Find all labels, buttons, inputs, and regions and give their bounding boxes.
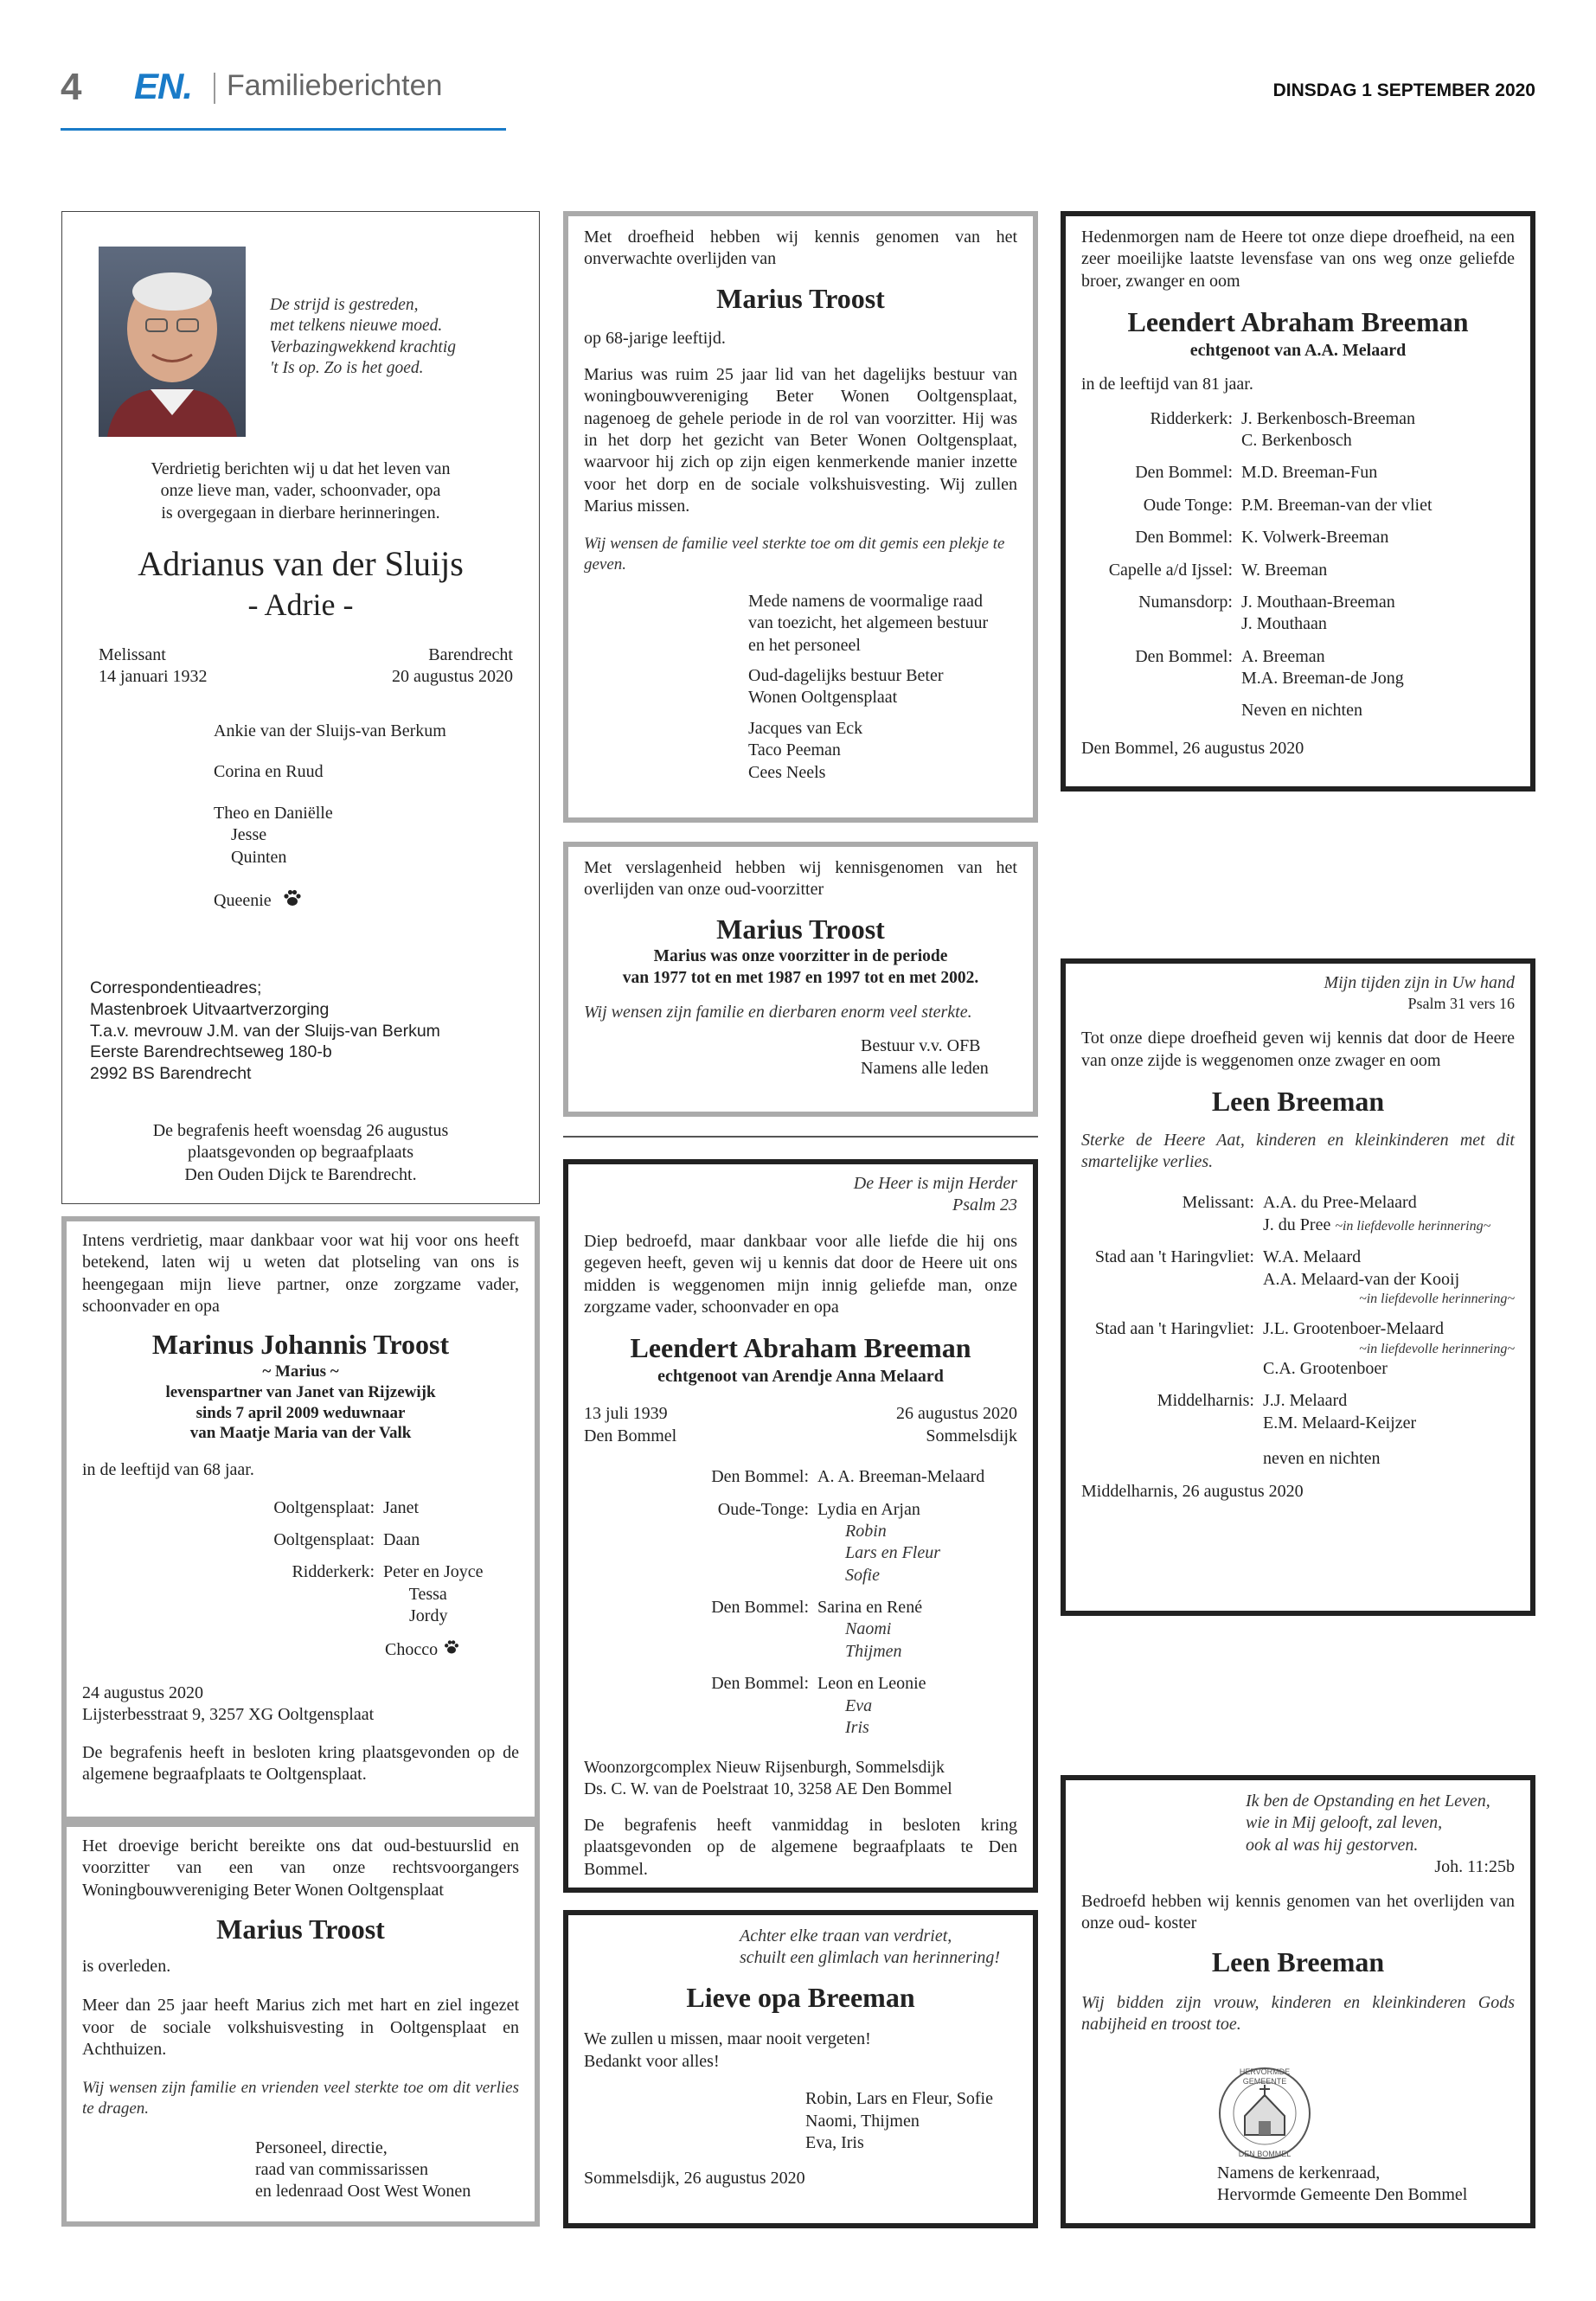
family-place: Numansdorp: [1138, 592, 1233, 612]
memorial-note: ~in liefdevolle herinnering~ [1359, 1341, 1515, 1356]
intro-text: Tot onze diepe droefheid geven wij kennis dat door de Heere van onze zijde is weggenomen onze zwager en oom [1081, 1029, 1515, 1070]
funeral-text: De begrafenis heeft vanmiddag in besloten kring plaatsgevonden op de algemene begraafplaats te Den Bommel. [584, 1815, 1017, 1879]
death-place: Barendrecht [428, 645, 513, 664]
family-row [584, 1499, 1017, 1587]
family-place: Den Bommel: [711, 1674, 809, 1694]
header-rule [61, 128, 506, 131]
deceased-details: echtgenoot van Arendje Anna Melaard [657, 1366, 944, 1386]
greeting-title: Lieve opa Breeman [686, 1981, 915, 2013]
family-list [1081, 408, 1515, 722]
family-row [1081, 700, 1515, 721]
wish-text: Wij bidden zijn vrouw, kinderen en kleinkinderen Gods nabijheid en troost toe. [1081, 1992, 1515, 2035]
family-place: Den Bommel: [1135, 528, 1233, 548]
family-place: Den Bommel: [711, 1598, 809, 1618]
family-member: Theo en Daniëlle Jesse Quinten [214, 803, 333, 867]
correspondence-address: Correspondentieadres; Mastenbroek Uitvaartverzorging T.a.v. mevrouw J.M. van der Sluijs-van Berkum Eerste Barendrechtseweg 180-b 2992 BS Barendrecht [90, 978, 440, 1083]
pet-name: Queenie [214, 890, 272, 910]
deceased-details: ~ Marius ~ levenspartner van Janet van Rijzewijk sinds 7 april 2009 weduwnaar van Maatje Maria van der Valk [165, 1362, 436, 1443]
family-place: Ooltgensplaat: [273, 1529, 375, 1549]
family-place: Oude-Tonge: [717, 1499, 809, 1519]
signature: Personeel, directie, raad van commissarissen en ledenraad Oost West Wonen [255, 2138, 471, 2202]
family-names: A. Breeman M.A. Breeman-de Jong [1241, 646, 1404, 689]
status-text: is overleden. [82, 1956, 171, 1976]
notice-leen-breeman-church [1061, 1775, 1535, 2228]
portrait-photo [99, 247, 246, 437]
family-member: Corina en Ruud [214, 762, 324, 782]
deceased-name: Adrianus van der Sluijs [138, 544, 464, 583]
address: Woonzorgcomplex Nieuw Rijsenburgh, Sommelsdijk Ds. C. W. van de Poelstraat 10, 3258 AE Den Bommel [584, 1759, 952, 1799]
family-place: Den Bommel: [1135, 646, 1233, 666]
pet-name: Chocco [385, 1639, 439, 1659]
family-names: Neven en nichten [1241, 701, 1362, 721]
family-row [82, 1529, 519, 1551]
address: 24 augustus 2020 Lijsterbesstraat 9, 3257 XG Ooltgensplaat [82, 1682, 375, 1725]
deceased-name: Marius Troost [716, 282, 885, 314]
notice-lieve-opa-breeman [563, 1910, 1038, 2228]
notice-adrianus-van-der-sluijs [61, 211, 540, 1204]
family-place: Den Bommel: [1135, 463, 1233, 483]
birth-date: 13 juli 1939 [584, 1404, 668, 1424]
intro-text: Hedenmorgen nam de Heere tot onze diepe droefheid, na een zeer moeilijke laatste levensfase van ons weg onze geliefde broer, zwanger en oom [1081, 228, 1515, 291]
family-place: Oude Tonge: [1143, 495, 1233, 515]
notice-leendert-abraham-breeman-family [563, 1159, 1038, 1893]
page-number: 4 [61, 66, 82, 108]
family-row [584, 1597, 1017, 1663]
family-row [1081, 1390, 1515, 1434]
family-pet [214, 888, 446, 914]
verse: Mijn tijden zijn in Uw hand [1324, 973, 1515, 992]
birth-place: Melissant [99, 645, 166, 664]
family-names: Sarina en René [817, 1598, 923, 1618]
birth-date: 14 januari 1932 [99, 667, 208, 687]
place-date: Sommelsdijk, 26 augustus 2020 [584, 2169, 805, 2189]
seal-bottom: DEN BOMMEL [1238, 2149, 1292, 2158]
family-names: A. A. Breeman-Melaard [817, 1467, 985, 1487]
family-list [1081, 1192, 1515, 1434]
family-names: Janet [383, 1497, 420, 1517]
family-row [82, 1561, 519, 1627]
intro-text: Bedroefd hebben wij kennis genomen van het overlijden van onze oud- koster [1081, 1891, 1515, 1932]
family-place: Stad aan 't Haringvliet: [1094, 1247, 1254, 1267]
family-row [1081, 527, 1515, 548]
intro-text: Met verslagenheid hebben wij kennisgenomen van het overlijden van onze oud-voorzitter [584, 858, 1017, 900]
family-row [1081, 462, 1515, 484]
place-date: Den Bommel, 26 augustus 2020 [1081, 738, 1304, 758]
verse: Achter elke traan van verdriet, schuilt een glimlach van herinnering! [740, 1926, 1001, 1968]
seal-text: HERVORMDE GEMEENTE [1239, 2067, 1291, 2086]
family-list [584, 1466, 1017, 1739]
notice-marius-troost-oost-west-wonen [61, 1822, 540, 2227]
wish-text: Wij wensen de familie veel sterkte toe om dit gemis een plekje te geven. [584, 534, 1005, 574]
family-row [1081, 560, 1515, 581]
family-row [1081, 408, 1515, 452]
family-pet [385, 1638, 519, 1662]
death-info [392, 644, 513, 689]
family-names: P.M. Breeman-van der vliet [1241, 495, 1433, 515]
deceased-name: Leen Breeman [1211, 1086, 1385, 1118]
family-row [1081, 646, 1515, 690]
family-row [1081, 1192, 1515, 1236]
family-names: J. Mouthaan-Breeman J. Mouthaan [1241, 592, 1395, 634]
deceased-name: Marius Troost [216, 1913, 385, 1945]
family-place [1081, 700, 1241, 721]
family-names: M.D. Breeman-Fun [1241, 463, 1378, 483]
deceased-details: Marius was onze voorzitter in de periode van 1977 tot en met 1987 en 1997 tot en met 2002. [622, 947, 979, 988]
deceased-name: Marinus Johannis Troost [151, 1328, 450, 1360]
family-place: Capelle a/d Ijssel: [1108, 560, 1233, 580]
verse-reference: Joh. 11:25b [1434, 1857, 1515, 1877]
grandchildren: Eva Iris [845, 1695, 873, 1738]
place-date: Middelharnis, 26 augustus 2020 [1081, 1481, 1304, 1501]
birth-info [99, 644, 208, 689]
family-row [1081, 1318, 1515, 1380]
family-names: Leon en Leonie [817, 1674, 926, 1694]
verse-reference: Psalm 31 vers 16 [1407, 995, 1515, 1013]
wish-text: Wij wensen zijn familie en vrienden veel sterkte toe om dit verlies te dragen. [82, 2079, 519, 2118]
family-names: J.J. Melaard E.M. Melaard-Keijzer [1263, 1391, 1417, 1433]
family-place: Den Bommel: [711, 1467, 809, 1487]
family-names: J. Berkenbosch-Breeman C. Berkenbosch [1241, 408, 1416, 450]
signature: Bestuur v.v. OFB Namens alle leden [861, 1036, 989, 1078]
newspaper-logo[interactable]: EN. [134, 66, 193, 106]
issue-date: DINSDAG 1 SEPTEMBER 2020 [1272, 80, 1535, 100]
family-list [82, 1497, 519, 1662]
family-list [214, 721, 446, 914]
funeral-text: De begrafenis heeft in besloten kring plaatsgevonden op de algemene begraafplaats te Ooltgensplaat. [82, 1742, 519, 1785]
family-names: Peter en Joyce Tessa Jordy [383, 1562, 484, 1626]
family-row [1081, 1247, 1515, 1308]
church-seal-icon [1217, 2066, 1312, 2161]
notice-marius-troost-beter-wonen [563, 211, 1038, 823]
verse: Ik ben de Opstanding en het Leven, wie in Mij gelooft, zal leven, ook al was hij gestorven. [1246, 1791, 1490, 1855]
death-date: 26 augustus 2020 [896, 1404, 1017, 1424]
cousins: neven en nichten [1263, 1449, 1381, 1469]
life-dates [584, 1403, 1017, 1447]
notice-leen-breeman-family [1061, 958, 1535, 1616]
intro-text: Het droevige bericht bereikte ons dat oud-bestuurslid en voorzitter van een van onze rechtsvoorgangers Woningbouwvereniging Beter Wonen Ooltgensplaat [82, 1836, 519, 1900]
family-names: K. Volwerk-Breeman [1241, 528, 1389, 548]
signature-2: Oud-dagelijks bestuur Beter Wonen Ooltgensplaat [748, 665, 944, 708]
family-names: Lydia en Arjan [817, 1499, 920, 1519]
notice-leendert-abraham-breeman-siblings [1061, 211, 1535, 792]
family-names: A.A. du Pree-Melaard J. du Pree [1263, 1193, 1417, 1234]
age-text: in de leeftijd van 68 jaar. [82, 1460, 254, 1480]
funeral-text: De begrafenis heeft woensdag 26 augustus plaatsgevonden op begraafplaats Den Ouden Dijck te Barendrecht. [152, 1121, 449, 1184]
memorial-note: ~in liefdevolle herinnering~ [1359, 1292, 1515, 1306]
death-date: 20 augustus 2020 [392, 667, 513, 687]
wish-text: Wij wensen zijn familie en dierbaren enorm veel sterkte. [584, 1002, 972, 1022]
deceased-name: Leendert Abraham Breeman [1127, 306, 1469, 338]
grandchildren: Naomi Thijmen [845, 1619, 902, 1661]
family-place: Stad aan 't Haringvliet: [1094, 1319, 1254, 1339]
section-title: Familieberichten [227, 69, 443, 102]
poem: De strijd is gestreden, met telkens nieuwe moed. Verbazingwekkend krachtig 't Is op. Zo is het goed. [270, 296, 456, 378]
body-text: Marius was ruim 25 jaar lid van het dagelijks bestuur van woningbouwvereniging Beter Wonen Ooltgensplaat, nagenoeg de gehele periode in de rol van voorzitter. Hij was in het dorp het gezicht van Beter Wonen Ooltgensplaat, waarvoor hij zich op zijn eigen kenmerkende manier inzette voor het dorp en de sociale volkshuisvesting. Wij zullen Marius missen. [584, 364, 1017, 516]
signature: Namens de kerkenraad, Hervormde Gemeente Den Bommel [1217, 2163, 1468, 2205]
body-text: Meer dan 25 jaar heeft Marius zich met hart en ziel ingezet voor de sociale volkshuisvesting in Ooltgensplaat en Achthuizen. [82, 1996, 519, 2059]
family-row [1081, 592, 1515, 636]
deceased-nickname: - Adrie - [247, 587, 354, 622]
column-divider [563, 1136, 1038, 1138]
deceased-name: Marius Troost [716, 913, 885, 945]
intro-text: Verdrietig berichten wij u dat het leven van onze lieve man, vader, schoonvader, opa is overgegaan in dierbare herinneringen. [151, 459, 451, 522]
family-place: Ridderkerk: [292, 1562, 375, 1582]
family-row [82, 1497, 519, 1519]
deceased-details: echtgenoot van A.A. Melaard [1189, 340, 1407, 360]
age-text: in de leeftijd van 81 jaar. [1081, 375, 1253, 394]
family-names: C.A. Grootenboer [1263, 1359, 1388, 1379]
family-place: Ooltgensplaat: [273, 1497, 375, 1517]
family-row [1081, 495, 1515, 516]
family-place: Melissant: [1182, 1193, 1254, 1213]
deceased-name: Leendert Abraham Breeman [630, 1332, 971, 1364]
paw-icon [282, 888, 303, 914]
age-text: op 68-jarige leeftijd. [584, 329, 726, 349]
paw-icon [443, 1638, 460, 1662]
family-row [584, 1673, 1017, 1739]
signature: Robin, Lars en Fleur, Sofie Naomi, Thijmen Eva, Iris [805, 2089, 993, 2152]
family-place: Middelharnis: [1157, 1391, 1254, 1411]
notice-marinus-johannis-troost [61, 1216, 540, 1822]
family-member: Ankie van der Sluijs-van Berkum [214, 721, 446, 740]
family-names: Daan [383, 1529, 420, 1549]
death-place: Sommelsdijk [926, 1426, 1017, 1445]
header-divider [214, 73, 215, 104]
family-names: W. Breeman [1241, 560, 1328, 580]
wish-text: Sterke de Heere Aat, kinderen en kleinkinderen met dit smartelijke verlies. [1081, 1130, 1515, 1172]
intro-text: Met droefheid hebben wij kennis genomen van het onverwachte overlijden van [584, 228, 1017, 269]
body-text: We zullen u missen, maar nooit vergeten! Bedankt voor alles! [584, 2029, 871, 2071]
family-names: W.A. Melaard A.A. Melaard-van der Kooij [1263, 1247, 1460, 1289]
family-place: Ridderkerk: [1150, 408, 1233, 428]
deceased-name: Leen Breeman [1211, 1946, 1385, 1978]
family-row [584, 1466, 1017, 1488]
memorial-note: ~in liefdevolle herinnering~ [1335, 1218, 1491, 1234]
family-names: J.L. Grootenboer-Melaard [1263, 1319, 1444, 1339]
intro-text: Intens verdrietig, maar dankbaar voor wat hij voor ons heeft betekend, laten wij u weten dat plotseling van ons is heengegaan mijn lieve partner, onze zorgzame vader, schoonvader en opa [82, 1231, 519, 1317]
birth-place: Den Bommel [584, 1426, 677, 1445]
signature-1: Mede namens de voormalige raad van toezicht, het algemeen bestuur en het personeel [748, 591, 989, 655]
verse: De Heer is mijn Herder Psalm 23 [853, 1174, 1017, 1215]
intro-text: Diep bedroefd, maar dankbaar voor alle liefde die hij ons gegeven heeft, geven wij u kennis dat door de Heere uit ons midden is weggenomen mijn innig geliefde man, onze zorgzame vader, schoonvader en opa [584, 1231, 1017, 1317]
grandchildren: Robin Lars en Fleur Sofie [845, 1521, 940, 1585]
signature-3: Jacques van Eck Taco Peeman Cees Neels [748, 718, 863, 782]
notice-marius-troost-ofb [563, 842, 1038, 1117]
